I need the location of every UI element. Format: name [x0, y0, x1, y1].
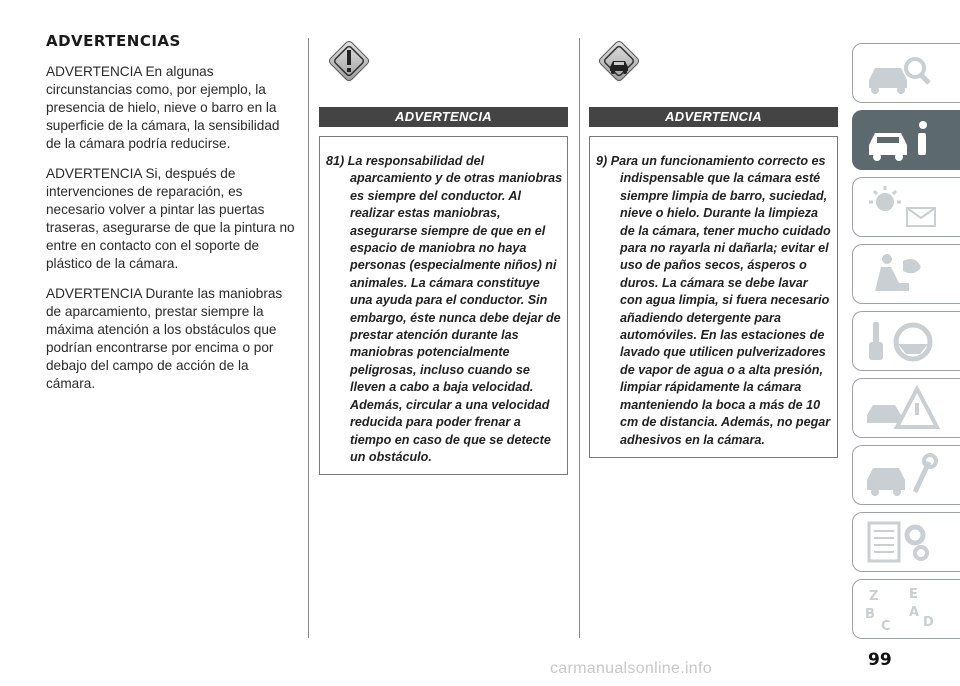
svg-text:A: A: [909, 605, 920, 620]
key-steering-wheel-icon: [863, 318, 943, 366]
paragraph-maneuvers: ADVERTENCIA Durante las maniobras de aparcamiento, prestar siempre la máxima atención a los obstáculos que podrían encontrarse por encima o por debajo del campo de acción de la cámara.: [46, 286, 283, 391]
tab-knowing-car[interactable]: [852, 43, 960, 103]
paragraph-repainting: ADVERTENCIA Si, después de intervenciones de reparación, es necesario volver a pintar las puertas traseras, asegurarse de que la pintura no entre en contacto con el soporte de plástico de la cámara.: [46, 166, 295, 271]
svg-text:E: E: [909, 587, 918, 602]
tab-index[interactable]: [852, 579, 960, 639]
svg-text:C: C: [881, 619, 891, 634]
warning-triangle-road-icon: [863, 385, 943, 433]
chapter-tabs: [852, 43, 960, 646]
warning-text: 81) La responsabilidad del aparcamiento y de otras maniobras es siempre del conductor. Al realizar estas maniobras, asegurarse siempre de que en el espacio de maniobra no haya personas (especialmente niños) ni animales. La cámara constituye una ayuda para el conductor. Sin embargo, éste nunca debe dejar de prestar atención durante las maniobras potencialmente peligrosas, incluso cuando se lleven a cabo a baja velocidad. Además, circular a una velocidad reducida para poder frenar a tiempo en caso de que se detecte un obstáculo.: [326, 154, 563, 464]
svg-text:D: D: [923, 615, 934, 630]
tab-emergency[interactable]: [852, 378, 960, 438]
tab-starting-driving[interactable]: [852, 311, 960, 371]
car-warning-icon: [593, 40, 645, 90]
exclamation-warning-icon: [323, 40, 375, 90]
car-search-icon: [863, 50, 943, 98]
car-wrench-icon: [863, 452, 943, 500]
page-number: 99: [868, 650, 892, 670]
tab-lights[interactable]: [852, 177, 960, 237]
tab-safety[interactable]: [852, 244, 960, 304]
watermark: carmanualsonline.info: [550, 660, 712, 677]
specs-gears-icon: [863, 519, 943, 567]
column-divider: [308, 38, 309, 638]
warning-header: ADVERTENCIA: [319, 107, 568, 127]
intro-column: [46, 32, 296, 405]
alphabet-index-icon: [863, 586, 943, 634]
svg-text:Z: Z: [869, 589, 879, 604]
seat-airbag-icon: [863, 251, 943, 299]
warning-box: [319, 136, 568, 475]
column-divider: [579, 38, 580, 638]
tab-instrument-panel[interactable]: [852, 110, 960, 170]
paragraph-ice-snow: ADVERTENCIA En algunas circunstancias como, por ejemplo, la presencia de hielo, nieve o barro en la superficie de la cámara, la sensibilidad de la cámara podría reducirse.: [46, 64, 280, 151]
warning-header: ADVERTENCIA: [589, 107, 838, 127]
warning-box: [589, 136, 838, 458]
warning-block-9: [589, 40, 838, 458]
lights-message-icon: [863, 184, 943, 232]
tab-technical-data[interactable]: [852, 512, 960, 572]
car-info-icon: [863, 117, 943, 165]
section-title: ADVERTENCIAS: [46, 32, 181, 50]
tab-service-maintenance[interactable]: [852, 445, 960, 505]
warning-text: 9) Para un funcionamiento correcto es indispensable que la cámara esté siempre limpia de barro, suciedad, nieve o hielo. Durante la limpieza de la cámara, tener mucho cuidado para no rayarla ni dañarla; evitar el uso de paños secos, ásperos o duros. La cámara se debe lavar con agua limpia, si fuera necesario añadiendo detergente para automóviles. En las estaciones de lavado que utilicen pulverizadores de vapor de agua o a alta presión, limpiar rápidamente la cámara manteniendo la boca a más de 10 cm de distancia. Además, no pegar adhesivos en la cámara.: [596, 154, 831, 447]
warning-block-81: [319, 40, 568, 475]
svg-text:B: B: [865, 607, 875, 622]
